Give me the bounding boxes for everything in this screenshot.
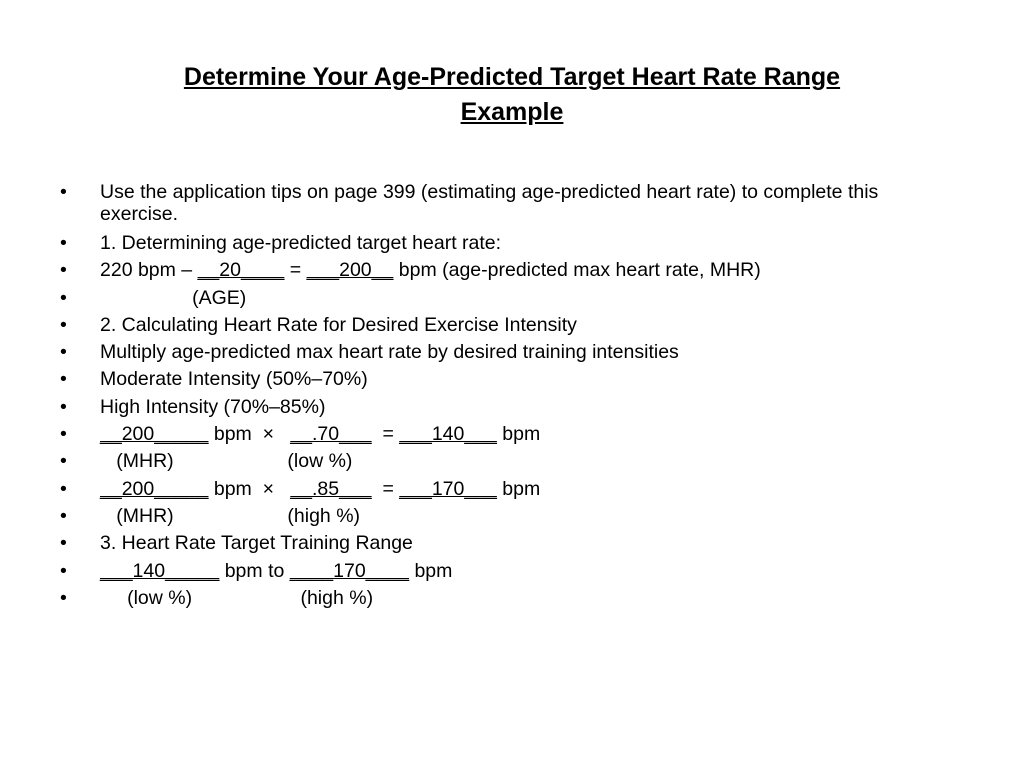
bullet-item-intro <box>60 181 960 225</box>
bullet-dot-icon: • <box>60 559 67 582</box>
bullet-text: High Intensity (70%–85%) <box>100 395 326 418</box>
bullet-text: bpm (age-predicted max heart rate, MHR) <box>393 259 761 282</box>
title-line-2: Example <box>460 98 564 126</box>
bullet-dot-icon: • <box>60 232 67 254</box>
bullet-text: Use the application tips on page 399 (estimating age-predicted heart rate) to complete this exercise. <box>100 181 879 225</box>
answer-blank: __20____ <box>197 259 285 282</box>
bullet-dot-icon: • <box>60 313 67 336</box>
bullet-text: bpm <box>496 477 541 500</box>
bullet-dot-icon: • <box>60 259 67 282</box>
answer-blank: ___170___ <box>399 477 497 500</box>
bullet-item-high-eq <box>60 476 960 503</box>
bullet-item-step3 <box>60 530 960 557</box>
bullet-item-mhr-eq <box>60 257 960 284</box>
bullet-text: (AGE) <box>100 286 247 309</box>
bullet-text: = <box>284 259 307 282</box>
bullet-text: (MHR) (low %) <box>100 450 353 473</box>
answer-blank: __200_____ <box>100 423 209 446</box>
bullet-text: bpm <box>409 559 453 582</box>
bullet-item-moderate <box>60 366 960 393</box>
bullet-dot-icon: • <box>60 368 67 391</box>
bullet-dot-icon: • <box>60 286 67 309</box>
bullet-dot-icon: • <box>60 504 67 527</box>
bullet-item-step1 <box>60 230 960 257</box>
bullet-item-step2 <box>60 312 960 339</box>
bullet-item-multiply <box>60 339 960 366</box>
bullet-text: 220 bpm – <box>100 259 198 282</box>
answer-blank: __200_____ <box>100 477 209 500</box>
bullet-item-low-eq <box>60 421 960 448</box>
bullet-dot-icon: • <box>60 341 67 364</box>
bullet-dot-icon: • <box>60 181 67 203</box>
answer-blank: __.85___ <box>290 477 372 500</box>
answer-blank: ___200__ <box>306 259 394 282</box>
bullet-list <box>60 181 960 612</box>
answer-blank: __.70___ <box>290 423 372 446</box>
bullet-text: bpm × <box>208 423 291 446</box>
bullet-text: Moderate Intensity (50%–70%) <box>100 368 368 391</box>
answer-blank: ___140___ <box>399 423 497 446</box>
bullet-text: 1. Determining age-predicted target heart rate: <box>100 232 502 254</box>
bullet-item-low-labels <box>60 448 960 475</box>
bullet-text: Multiply age-predicted max heart rate by desired training intensities <box>100 341 679 364</box>
bullet-text: = <box>371 477 400 500</box>
bullet-item-range-labels <box>60 585 960 612</box>
bullet-text: 2. Calculating Heart Rate for Desired Exercise Intensity <box>100 313 577 336</box>
bullet-dot-icon: • <box>60 477 67 500</box>
slide-title <box>0 60 1024 130</box>
bullet-dot-icon: • <box>60 423 67 446</box>
bullet-item-high <box>60 394 960 421</box>
answer-blank: ____170____ <box>289 559 410 582</box>
bullet-text: bpm <box>496 423 541 446</box>
answer-blank: ___140_____ <box>100 559 220 582</box>
bullet-text: = <box>371 423 400 446</box>
bullet-text: (MHR) (high %) <box>100 504 361 527</box>
bullet-dot-icon: • <box>60 395 67 418</box>
bullet-item-age-label <box>60 285 960 312</box>
bullet-text: 3. Heart Rate Target Training Range <box>100 532 413 555</box>
bullet-dot-icon: • <box>60 450 67 473</box>
bullet-item-high-labels <box>60 503 960 530</box>
bullet-dot-icon: • <box>60 586 67 609</box>
bullet-dot-icon: • <box>60 532 67 555</box>
title-line-1: Determine Your Age-Predicted Target Heart Rate Range <box>183 63 841 91</box>
bullet-text: bpm to <box>219 559 290 582</box>
bullet-text: bpm × <box>208 477 291 500</box>
bullet-text: (low %) (high %) <box>100 586 374 609</box>
bullet-item-range-eq <box>60 558 960 585</box>
